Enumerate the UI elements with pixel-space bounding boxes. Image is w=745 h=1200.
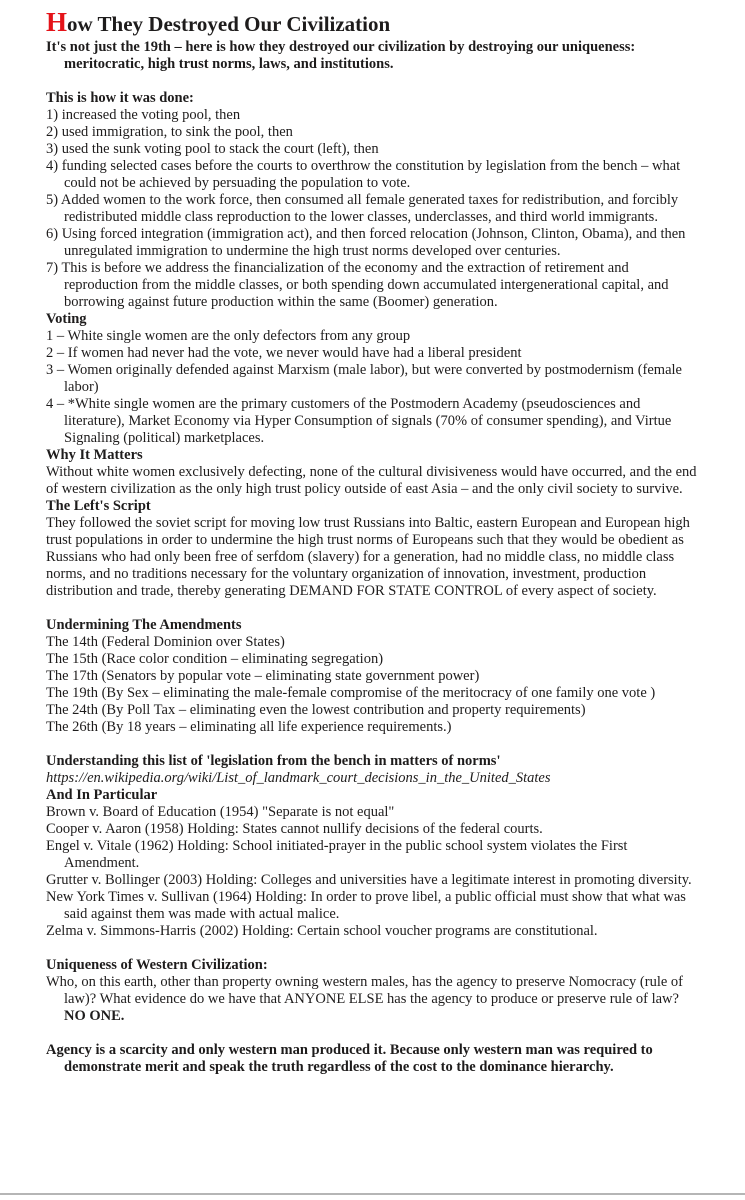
uniqueness-body-text: Who, on this earth, other than property owning western males, has the agency to preserve Nomocracy (rule of law)? What evidence do we have that ANYONE ELSE has the agency to produce or preserve rule of law?	[46, 974, 683, 1007]
heading-how-it-was-done: This is how it was done:	[46, 90, 194, 106]
why-it-matters-body: Without white women exclusively defecting, none of the cultural divisiveness would have occurred, and the end of western civilization as the only high trust policy outside of east Asia – and the only civil society to survive.	[46, 464, 697, 497]
title-rest: ow They Destroyed Our Civilization	[67, 12, 391, 36]
case-engel-v-vitale: Engel v. Vitale (1962) Holding: School initiated-prayer in the public school system violates the First Amendment.	[46, 838, 628, 871]
spacer	[46, 73, 701, 90]
case-brown-v-board: Brown v. Board of Education (1954) "Separate is not equal"	[46, 804, 395, 820]
amendment-24th: The 24th (By Poll Tax – eliminating even the lowest contribution and property requirements)	[46, 702, 586, 718]
heading-undermining-amendments: Undermining The Amendments	[46, 617, 242, 633]
amendment-19th: The 19th (By Sex – eliminating the male-female compromise of the meritocracy of one family one vote )	[46, 685, 656, 701]
heading-uniqueness: Uniqueness of Western Civilization:	[46, 957, 268, 973]
spacer	[46, 736, 701, 753]
case-nyt-v-sullivan: New York Times v. Sullivan (1964) Holding: In order to prove libel, a public official must show that what was said against them was made with actual malice.	[46, 889, 686, 922]
how-done-item-7: 7) This is before we address the financialization of the economy and the extraction of retirement and reproduction from the middle classes, or both spending down accumulated intergenerational capital, and borrowing against future production within the same (Boomer) generation.	[46, 260, 669, 310]
case-cooper-v-aaron: Cooper v. Aaron (1958) Holding: States cannot nullify decisions of the federal courts.	[46, 821, 543, 837]
heading-voting: Voting	[46, 311, 87, 327]
heading-why-it-matters: Why It Matters	[46, 447, 143, 463]
lefts-script-body: They followed the soviet script for moving low trust Russians into Baltic, eastern European and European high trust populations in order to undermine the high trust norms of Europeans such that they would be obedient as Russians who had only been free of serfdom (slavery) for a generation, had no middle class, no middle class norms, and no traditions necessary for the voluntary organization of innovation, investment, production distribution and trade, thereby generating DEMAND FOR STATE CONTROL of every aspect of society.	[46, 515, 690, 599]
title-initial-letter: H	[46, 7, 68, 37]
how-done-item-6: 6) Using forced integration (immigration act), and then forced relocation (Johnson, Clinton, Obama), and then unregulated immigration to undermine the high trust norms developed over centuries.	[46, 226, 686, 259]
wikipedia-link-line	[46, 770, 701, 787]
uniqueness-body	[46, 974, 701, 1025]
spacer	[46, 1025, 701, 1042]
voting-item-4: 4 – *White single women are the primary customers of the Postmodern Academy (pseudosciences and literature), Market Economy via Hyper Consumption of signals (70% of consumer spending), and Virtue Signaling (political) marketplaces.	[46, 396, 672, 446]
document-title	[46, 9, 701, 38]
how-done-item-4: 4) funding selected cases before the courts to overthrow the constitution by legislation from the bench – what could not be achieved by persuading the population to vote.	[46, 158, 681, 191]
heading-understanding-list: Understanding this list of 'legislation from the bench in matters of norms'	[46, 753, 501, 769]
wikipedia-link[interactable]: https://en.wikipedia.org/wiki/List_of_landmark_court_decisions_in_the_United_States	[46, 770, 551, 786]
window-bottom-edge	[0, 1193, 745, 1195]
closing-statement: Agency is a scarcity and only western man produced it. Because only western man was required to demonstrate merit and speak the truth regardless of the cost to the dominance hierarchy.	[46, 1042, 653, 1075]
intro-paragraph: It's not just the 19th – here is how they destroyed our civilization by destroying our uniqueness: meritocratic, high trust norms, laws, and institutions.	[46, 39, 636, 72]
voting-item-1: 1 – White single women are the only defectors from any group	[46, 328, 411, 344]
amendment-26th: The 26th (By 18 years – eliminating all life experience requirements.)	[46, 719, 452, 735]
amendment-17th: The 17th (Senators by popular vote – eliminating state government power)	[46, 668, 480, 684]
case-grutter-v-bollinger: Grutter v. Bollinger (2003) Holding: Colleges and universities have a legitimate interest in promoting diversity.	[46, 872, 692, 888]
heading-and-in-particular: And In Particular	[46, 787, 158, 803]
voting-item-2: 2 – If women had never had the vote, we never would have had a liberal president	[46, 345, 522, 361]
voting-item-3: 3 – Women originally defended against Marxism (male labor), but were converted by postmodernism (female labor)	[46, 362, 682, 395]
amendment-15th: The 15th (Race color condition – eliminating segregation)	[46, 651, 384, 667]
uniqueness-emphasis: NO ONE.	[64, 1008, 125, 1024]
spacer	[46, 940, 701, 957]
how-done-item-1: 1) increased the voting pool, then	[46, 107, 241, 123]
amendment-14th: The 14th (Federal Dominion over States)	[46, 634, 285, 650]
spacer	[46, 600, 701, 617]
how-done-item-5: 5) Added women to the work force, then consumed all female generated taxes for redistribution, and forcibly redistributed middle class reproduction to the lower classes, underclasses, and third world immigrants.	[46, 192, 679, 225]
how-done-item-3: 3) used the sunk voting pool to stack the court (left), then	[46, 141, 379, 157]
case-zelma-v-simmons-harris: Zelma v. Simmons-Harris (2002) Holding: Certain school voucher programs are constitutional.	[46, 923, 598, 939]
how-done-item-2: 2) used immigration, to sink the pool, then	[46, 124, 293, 140]
heading-lefts-script: The Left's Script	[46, 498, 151, 514]
